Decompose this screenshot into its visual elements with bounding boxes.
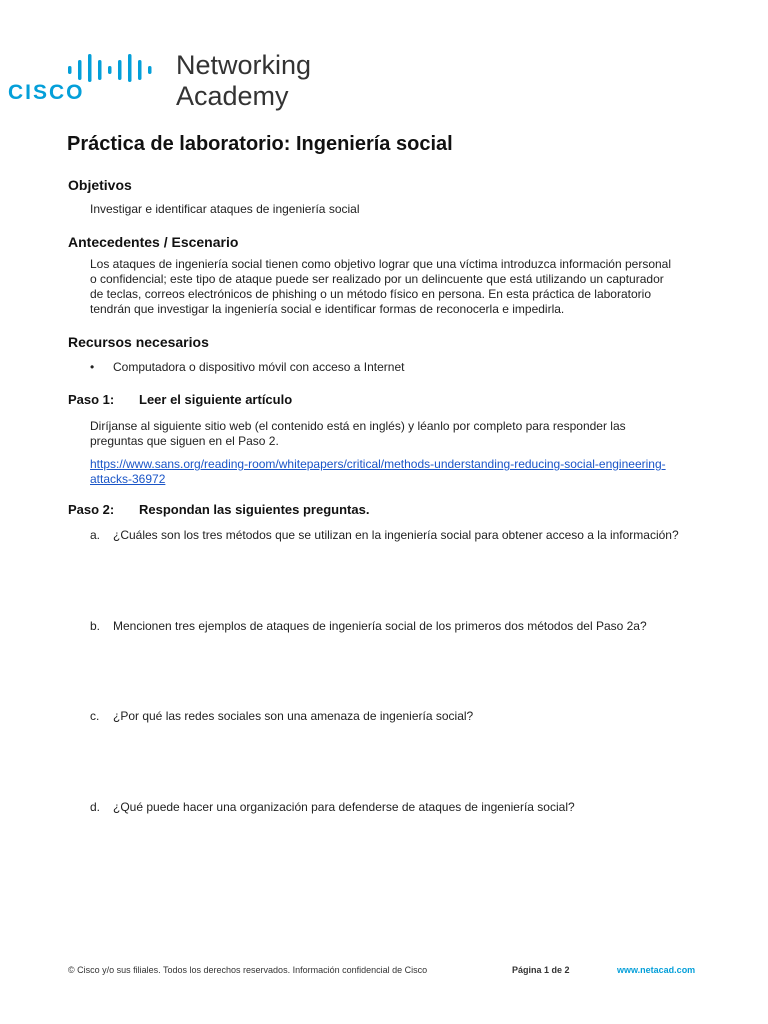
question-b [90, 619, 647, 633]
question-text: Mencionen tres ejemplos de ataques de ingeniería social de los primeros dos métodos del Paso 2a? [113, 619, 647, 633]
step2-number: Paso 2: [68, 502, 115, 517]
step1-line: Diríjanse al siguiente sitio web (el contenido está en inglés) y léanlo por completo para responder las [90, 419, 626, 433]
step1-heading [68, 392, 292, 407]
question-text: ¿Cuáles son los tres métodos que se utilizan en la ingeniería social para obtener acceso a la información? [113, 528, 679, 542]
question-text: ¿Qué puede hacer una organización para defenderse de ataques de ingeniería social? [113, 800, 575, 814]
logo-line-academy: Academy [176, 81, 289, 111]
cisco-wordmark: CISCO [8, 81, 85, 104]
resources-heading: Recursos necesarios [68, 334, 209, 350]
step2-title: Respondan las siguientes preguntas. [139, 502, 370, 517]
article-link[interactable] [90, 457, 710, 487]
resource-text: Computadora o dispositivo móvil con acceso a Internet [113, 360, 405, 374]
bullet-icon: • [90, 360, 95, 374]
background-line: Los ataques de ingeniería social tienen como objetivo lograr que una víctima introduzca información personal [90, 257, 672, 271]
question-letter: d. [90, 800, 101, 814]
background-heading: Antecedentes / Escenario [68, 234, 239, 250]
background-line: o confidencial; este tipo de ataque puede ser realizado por un delincuente que está utilizando un capturador [90, 272, 664, 286]
question-text: ¿Por qué las redes sociales son una amenaza de ingeniería social? [113, 709, 474, 723]
background-paragraph [90, 257, 710, 317]
logo-line-networking: Networking [176, 50, 312, 80]
footer-page-number: Página 1 de 2 [512, 965, 570, 975]
step1-title: Leer el siguiente artículo [139, 392, 293, 407]
article-link-line2[interactable]: attacks-36972 [90, 472, 166, 486]
footer-url-link[interactable]: www.netacad.com [617, 965, 696, 975]
question-a [90, 528, 679, 542]
footer-copyright: © Cisco y/o sus filiales. Todos los derechos reservados. Información confidencial de Cisco [68, 965, 428, 975]
objectives-text: Investigar e identificar ataques de ingeniería social [90, 202, 360, 216]
question-letter: a. [90, 528, 101, 542]
article-link-line1[interactable]: https://www.sans.org/reading-room/whitepapers/critical/methods-understanding-reducing-social-engineering- [90, 457, 666, 471]
question-letter: b. [90, 619, 101, 633]
question-c [90, 709, 473, 723]
step1-line: preguntas que siguen en el Paso 2. [90, 434, 279, 448]
step1-number: Paso 1: [68, 392, 115, 407]
resources-list-item [90, 360, 405, 374]
background-line: de teclas, correos electrónicos de phishing o un método físico en persona. En esta práctica de laboratorio [90, 287, 651, 301]
question-letter: c. [90, 709, 100, 723]
cisco-bars-icon [68, 54, 168, 84]
step1-paragraph [90, 419, 710, 449]
objectives-heading: Objetivos [68, 177, 132, 193]
question-d [90, 800, 575, 814]
page-title: Práctica de laboratorio: Ingeniería social [67, 133, 453, 155]
step2-heading [68, 502, 369, 517]
background-line: tendrán que investigar la ingeniería social e identificar formas de reconocerla e impedirla. [90, 302, 565, 316]
